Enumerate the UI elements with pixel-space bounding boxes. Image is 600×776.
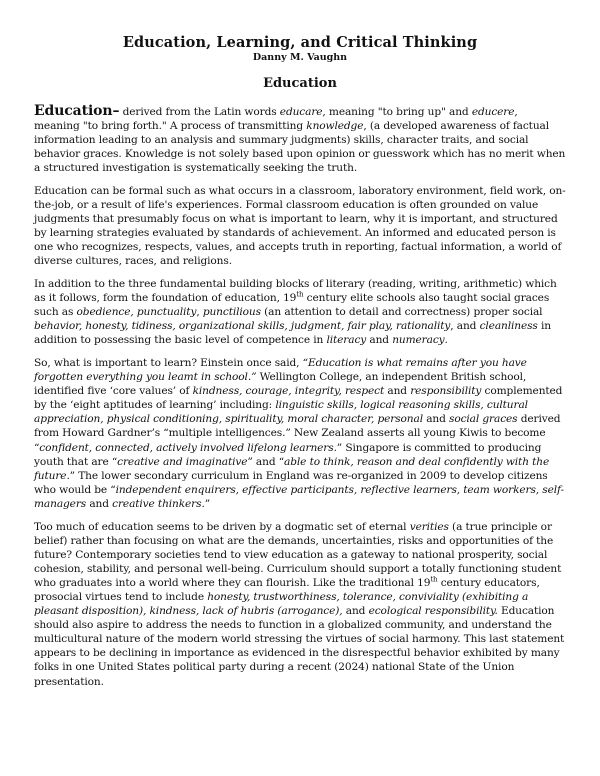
quote: independent enquirers, effective participants, reflective learners, team workers, self-managers: [34, 483, 564, 510]
text-run: and: [384, 385, 411, 398]
text-run: .: [444, 334, 448, 347]
paragraph-dogmatic-education: [34, 520, 566, 689]
emphasis: social graces: [449, 413, 518, 426]
emphasis: responsibility: [410, 385, 482, 398]
text-run: and: [342, 605, 369, 618]
text-run: .”: [201, 497, 210, 510]
paragraph-what-to-learn: [34, 356, 566, 511]
quote: “Education is what remains after you have forgotten everything you leamt in school.”: [34, 357, 527, 384]
emphasis: knowledge: [306, 120, 364, 133]
text-run: (an attention to detail and correctness) proper social: [260, 306, 543, 319]
document-title: Education, Learning, and Critical Thinking: [122, 34, 478, 51]
emphasis: honesty, trustworthiness, tolerance, conviviality (exhibiting a pleasant disposition), kindness, lack of hubris (arrogance),: [34, 591, 529, 618]
text-run: , meaning "to bring up" and: [322, 106, 472, 118]
paragraph-building-blocks: [34, 277, 566, 347]
paragraph-formal-education: [34, 184, 566, 269]
emphasis: verities: [409, 520, 449, 533]
emphasis: numeracy: [392, 334, 445, 347]
emphasis: ecological responsibility.: [368, 605, 498, 618]
emphasis: linguistic skills, logical reasoning skills, cultural appreciation, physical conditioning, spirituality, moral character, personal: [34, 399, 528, 426]
emphasis: kindness, courage, integrity, respect: [192, 385, 385, 398]
text-run: in addition to possessing the basic level of competence in: [34, 320, 551, 347]
text-run: , meaning "to bring forth." A process of transmitting: [34, 106, 518, 133]
text-run: century educators, prosocial virtues tend to include: [34, 576, 540, 603]
superscript: th: [296, 290, 304, 299]
text-run: century elite schools also taught social graces such as: [34, 292, 550, 319]
emphasis: cleanliness: [479, 320, 538, 333]
text-run: ” and “: [247, 455, 285, 468]
text-run: , (a developed awareness of factual information leading to an analysis and summary judgments) skills, character traits, and social behavior graces. Knowledge is not solely based upon opinion or guesswork which has no merit when a structured investigation is systematically seeking the truth.: [34, 120, 566, 175]
text-run: Wellington College, an independent British school, identified five ‘core values’ of: [34, 371, 527, 398]
section-heading: Education: [263, 76, 337, 91]
text-run: Education should also aspire to address the needs to function in a globalized community, and understand the multicultural nature of the modern world stressing the virtues of social harmony. This last statement appears to be declining in importance as evidenced in the disrespectful behavior exhibited by many folks in one United States political party during a recent (2024) national State of the Union presentation.: [34, 605, 565, 688]
emphasis: punctilious: [202, 306, 261, 319]
emphasis: obedience, punctuality: [76, 306, 197, 319]
text-run: (a true principle or belief) rather than focusing on what are the demands, uncertainties, risks and opportunities of the future? Contemporary societies tend to view education as a gateway to national prosperity, social cohesion, stability, and personal well-being. Curriculum should support a totally functioning student who graduates into a world where they can flourish. Like the traditional 19: [34, 520, 562, 589]
quote: confident, connected, actively involved lifelong learners: [39, 441, 334, 454]
text-run: So, what is important to learn? Einstein once said,: [34, 357, 303, 369]
paragraph-definition: [34, 104, 566, 175]
text-run: Too much of education seems to be driven by a dogmatic set of eternal: [34, 520, 410, 533]
text-run: derived from Howard Gardner’s “multiple intelligences.” New Zealand asserts all young Kiwis to become “: [34, 413, 561, 454]
text-run: and: [366, 334, 393, 347]
text-run: and: [86, 497, 113, 510]
lead-term: Education–: [34, 103, 120, 119]
quote: able to think, reason and deal confidently with the future: [34, 455, 550, 482]
text-run: and: [422, 413, 450, 426]
text-run: Education can be formal such as what occurs in a classroom, laboratory environment, field work, on-the-job, or a result of life's experiences. Formal classroom education is often grounded on value judgments that presumably focus on what is important to learn, why it is important, and structured by learning strategies evaluated by standards of achievement. An informed and educated person is one who recognizes, respects, values, and accepts truth in reporting, factual information, a world of diverse cultures, races, and religions.: [34, 184, 566, 268]
text-run: complemented by the ‘eight aptitudes of learning’ including:: [34, 385, 563, 412]
quote: creative and imaginative: [117, 455, 248, 468]
superscript: th: [430, 575, 438, 584]
quote: creative thinkers: [112, 497, 202, 510]
text-run: .” The lower secondary curriculum in England was re-organized in 2009 to develop citizens who would be “: [34, 469, 548, 496]
text-run: , and: [450, 320, 480, 333]
emphasis: behavior, honesty, tidiness, organizational skills, judgment, fair play, rationality: [34, 320, 451, 333]
text-run: ,: [196, 306, 203, 319]
latin-term: educere: [471, 106, 515, 118]
text-run: In addition to the three fundamental building blocks of literary (reading, writing, arithmetic) which as it follows, form the foundation of education, 19: [34, 278, 557, 305]
latin-term: educare: [279, 106, 323, 118]
author-name: Danny M. Vaughn: [252, 52, 348, 63]
emphasis: literacy: [326, 334, 367, 347]
text-run: derived from the Latin words: [119, 106, 280, 118]
text-run: .” Singapore is committed to producing youth that are “: [34, 441, 542, 468]
